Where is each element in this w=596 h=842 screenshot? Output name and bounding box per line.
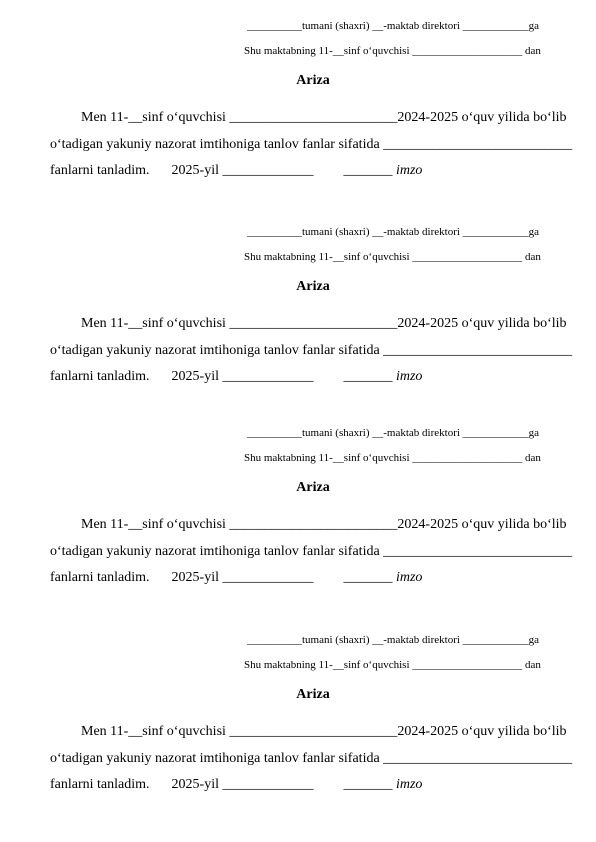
- date-field: 2025-yil _____________: [171, 369, 314, 384]
- signature-blank: _______: [343, 570, 393, 585]
- body-line-2: o‘tadigan yakuniy nazorat imtihoniga tanlov fanlar sifatida ___________________________: [50, 544, 573, 559]
- date-field: 2025-yil _____________: [171, 777, 314, 792]
- choice-text: fanlarni tanladim.: [50, 570, 150, 585]
- choice-text: fanlarni tanladim.: [50, 163, 150, 178]
- signature-label: imzo: [395, 369, 423, 384]
- body-line-2: o‘tadigan yakuniy nazorat imtihoniga tanlov fanlar sifatida ___________________________: [50, 343, 573, 358]
- choice-text: fanlarni tanladim.: [50, 369, 150, 384]
- body-line-3: [50, 776, 422, 793]
- signature-label: imzo: [395, 570, 423, 585]
- application-block-1: [0, 0, 596, 200]
- date-field: 2025-yil _____________: [171, 570, 314, 585]
- document-title: Ariza: [296, 73, 330, 88]
- signature-label: imzo: [395, 777, 423, 792]
- signature-blank: _______: [343, 163, 393, 178]
- body-line-3: [50, 162, 422, 179]
- body-line-1: Men 11-__sinf o‘quvchisi ________________________2024-2025 o‘quv yilida bo‘lib: [81, 316, 567, 331]
- body-line-1: Men 11-__sinf o‘quvchisi ________________________2024-2025 o‘quv yilida bo‘lib: [81, 724, 567, 739]
- document-title: Ariza: [296, 687, 330, 702]
- addressee-line: __________tumani (shaxri) __-maktab direktori ____________ga: [247, 226, 540, 238]
- body-line-3: [50, 569, 422, 586]
- body-line-1: Men 11-__sinf o‘quvchisi ________________________2024-2025 o‘quv yilida bo‘lib: [81, 517, 567, 532]
- document-title: Ariza: [296, 480, 330, 495]
- application-block-3: [0, 407, 596, 607]
- application-block-2: [0, 206, 596, 406]
- date-field: 2025-yil _____________: [171, 163, 314, 178]
- addressee-line: __________tumani (shaxri) __-maktab direktori ____________ga: [247, 634, 540, 646]
- sender-line: Shu maktabning 11-__sinf o‘quvchisi ____________________ dan: [244, 251, 541, 263]
- addressee-line: __________tumani (shaxri) __-maktab direktori ____________ga: [247, 427, 540, 439]
- signature-label: imzo: [395, 163, 423, 178]
- application-block-4: [0, 614, 596, 814]
- body-line-2: o‘tadigan yakuniy nazorat imtihoniga tanlov fanlar sifatida ___________________________: [50, 751, 573, 766]
- choice-text: fanlarni tanladim.: [50, 777, 150, 792]
- addressee-line: __________tumani (shaxri) __-maktab direktori ____________ga: [247, 20, 540, 32]
- signature-blank: _______: [343, 777, 393, 792]
- sender-line: Shu maktabning 11-__sinf o‘quvchisi ____________________ dan: [244, 45, 541, 57]
- sender-line: Shu maktabning 11-__sinf o‘quvchisi ____________________ dan: [244, 659, 541, 671]
- body-line-2: o‘tadigan yakuniy nazorat imtihoniga tanlov fanlar sifatida ___________________________: [50, 137, 573, 152]
- body-line-3: [50, 368, 422, 385]
- document-title: Ariza: [296, 279, 330, 294]
- sender-line: Shu maktabning 11-__sinf o‘quvchisi ____________________ dan: [244, 452, 541, 464]
- body-line-1: Men 11-__sinf o‘quvchisi ________________________2024-2025 o‘quv yilida bo‘lib: [81, 110, 567, 125]
- signature-blank: _______: [343, 369, 393, 384]
